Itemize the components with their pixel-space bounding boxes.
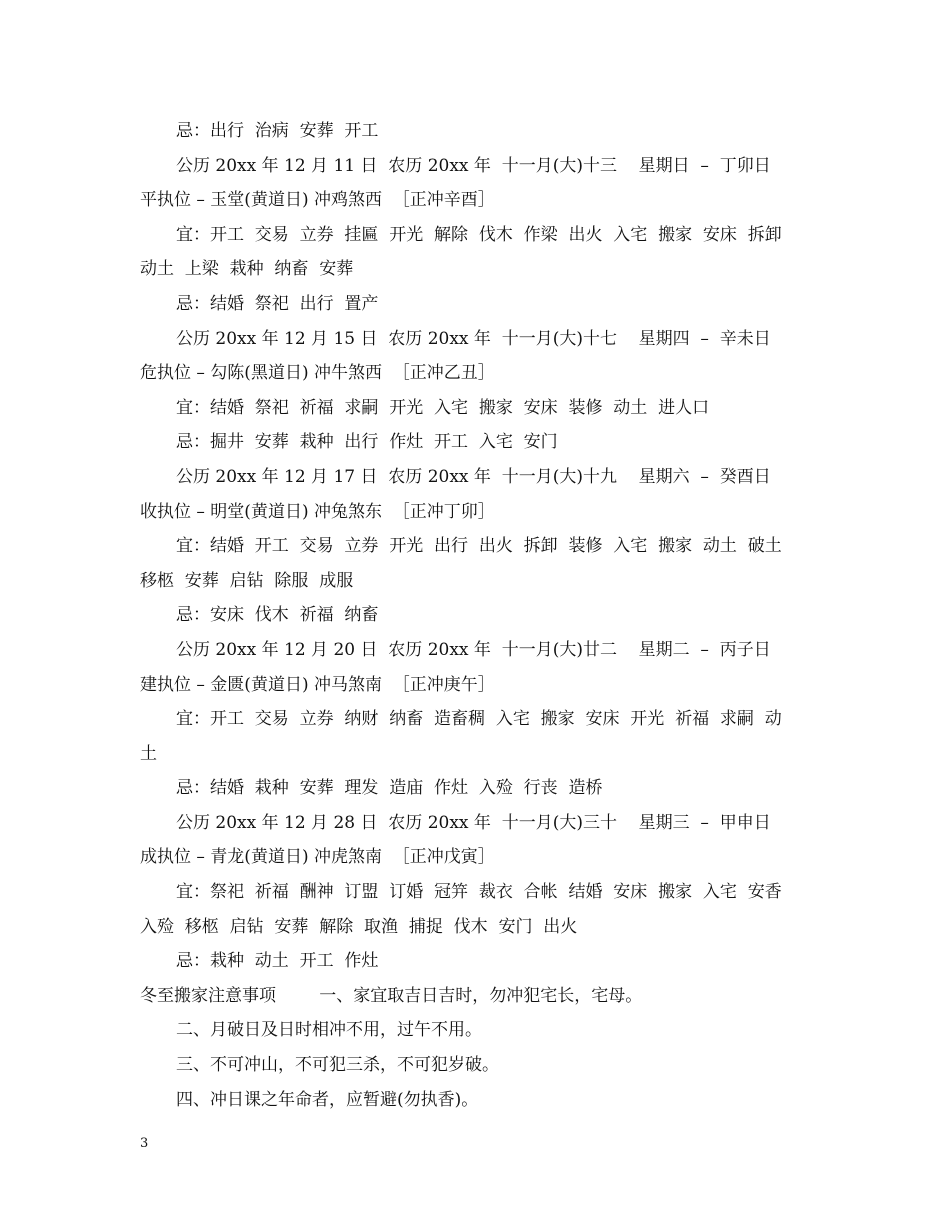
text-line: 建执位 – 金匮(黄道日) 冲马煞南 ［正冲庚午］ [140, 674, 495, 695]
text-line: 公历 20xx 年 12 月 28 日 农历 20xx 年 十一月(大)三十 星期三 – 甲申日 [176, 812, 771, 833]
text-line: 忌：安床 伐木 祈福 纳畜 [176, 605, 379, 626]
text-line: 三、不可冲山，不可犯三杀，不可犯岁破。 [176, 1055, 499, 1076]
text-line: 宜：祭祀 祈福 酬神 订盟 订婚 冠笄 裁衣 合帐 结婚 安床 搬家 入宅 安香 [176, 882, 782, 903]
document-body [140, 114, 812, 1117]
text-line: 宜：结婚 开工 交易 立券 开光 出行 出火 拆卸 装修 入宅 搬家 动土 破土 [176, 536, 782, 557]
text-line: 公历 20xx 年 12 月 11 日 农历 20xx 年 十一月(大)十三 星期日 – 丁卯日 [176, 155, 771, 176]
text-line: 四、冲日课之年命者，应暂避(勿执香)。 [176, 1089, 479, 1110]
text-line: 忌：掘井 安葬 栽种 出行 作灶 开工 入宅 安门 [176, 432, 558, 453]
text-line: 入殓 移柩 启钻 安葬 解除 取渔 捕捉 伐木 安门 出火 [140, 916, 578, 937]
text-line: 土 [140, 743, 157, 764]
text-line: 平执位 – 玉堂(黄道日) 冲鸡煞西 ［正冲辛酉］ [140, 190, 495, 211]
text-line: 动土 上梁 栽种 纳畜 安葬 [140, 259, 354, 280]
text-line: 宜：结婚 祭祀 祈福 求嗣 开光 入宅 搬家 安床 装修 动土 进人口 [176, 397, 710, 418]
text-line: 忌：结婚 栽种 安葬 理发 造庙 作灶 入殓 行丧 造桥 [176, 778, 603, 799]
text-line: 公历 20xx 年 12 月 15 日 农历 20xx 年 十一月(大)十七 星期四 – 辛未日 [176, 328, 771, 349]
text-line: 移柩 安葬 启钻 除服 成服 [140, 570, 354, 591]
text-line: 公历 20xx 年 12 月 20 日 农历 20xx 年 十一月(大)廿二 星期二 – 丙子日 [176, 639, 771, 660]
text-line: 成执位 – 青龙(黄道日) 冲虎煞南 ［正冲戊寅］ [140, 847, 495, 868]
text-line: 冬至搬家注意事项 一、家宜取吉日吉时，勿冲犯宅长，宅母。 [140, 985, 643, 1006]
text-line: 忌：出行 治病 安葬 开工 [176, 121, 379, 141]
text-line: 公历 20xx 年 12 月 17 日 农历 20xx 年 十一月(大)十九 星期六 – 癸酉日 [176, 466, 771, 487]
page-number: 3 [140, 1136, 149, 1151]
text-line: 宜：开工 交易 立券 纳财 纳畜 造畜稠 入宅 搬家 安床 开光 祈福 求嗣 动 [176, 709, 782, 730]
text-line: 忌：结婚 祭祀 出行 置产 [176, 293, 379, 314]
text-line: 危执位 – 勾陈(黑道日) 冲牛煞西 ［正冲乙丑］ [140, 363, 495, 384]
text-line: 宜：开工 交易 立券 挂匾 开光 解除 伐木 作梁 出火 入宅 搬家 安床 拆卸 [176, 224, 782, 245]
text-line: 忌：栽种 动土 开工 作灶 [176, 951, 379, 972]
text-line: 收执位 – 明堂(黄道日) 冲兔煞东 ［正冲丁卯］ [140, 501, 495, 522]
text-line: 二、月破日及日时相冲不用，过午不用。 [176, 1020, 482, 1041]
